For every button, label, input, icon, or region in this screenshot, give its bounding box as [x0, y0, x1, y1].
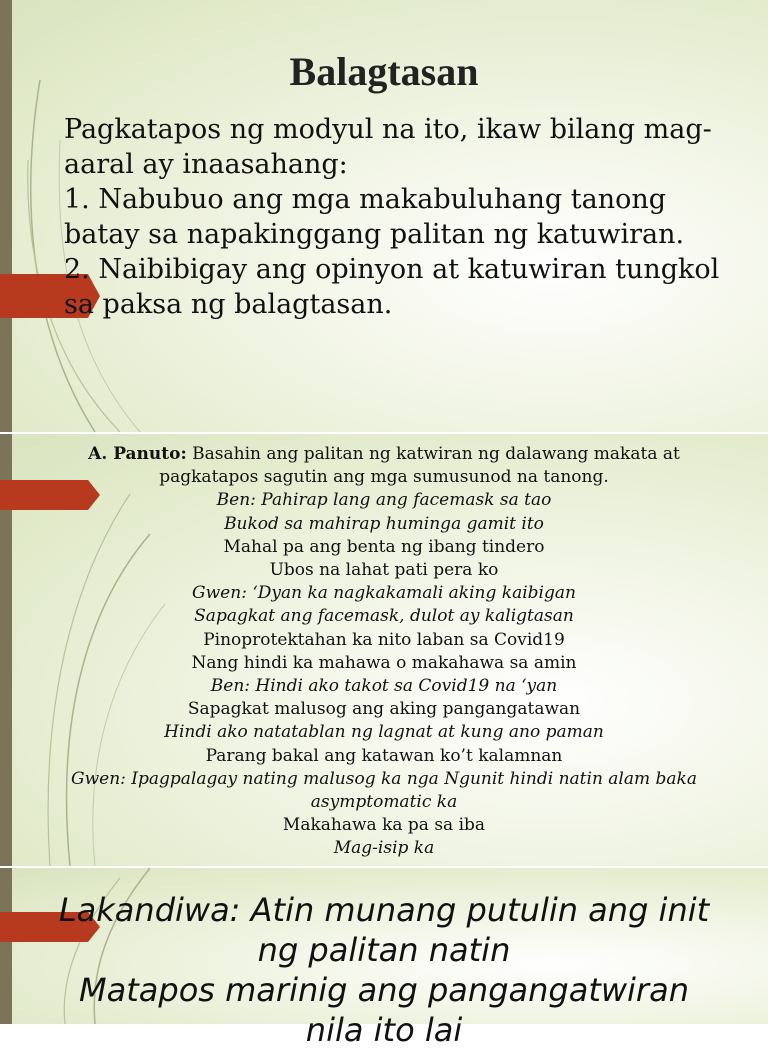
lakandiwa-line: Matapos marinig ang pangangatwiran: [79, 971, 689, 1009]
instruction-text: Basahin ang palitan ng katwiran ng dalawang makata at: [192, 444, 680, 464]
lakandiwa-line: nila ito lai: [305, 1011, 463, 1049]
poem-line: Gwen: ‘Dyan ka nagkakamali aking kaibigan: [192, 583, 576, 604]
poem-block: [0, 443, 768, 861]
lakandiwa-line: ng palitan natin: [257, 931, 511, 969]
poem-line: Gwen: Ipagpalagay nating malusog ka nga Ngunit hindi natin alam baka: [71, 768, 697, 789]
poem-line: Sapagkat malusog ang aking pangangatawan: [187, 699, 581, 720]
objective-line: aaral ay inaasahang:: [64, 149, 348, 180]
poem-line: asymptomatic ka: [310, 792, 458, 813]
lakandiwa-line: Lakandiwa: Atin munang putulin ang init: [58, 891, 710, 929]
poem-line: Hindi ako natatablan ng lagnat at kung ano paman: [164, 722, 604, 743]
poem-line: Pinoprotektahan ka nito laban sa Covid19: [203, 629, 565, 650]
objectives-text: [64, 112, 748, 322]
poem-line: Sapagkat ang facemask, dulot ay kaligtasan: [194, 606, 574, 627]
slide-poem: [0, 434, 768, 866]
slide-lakandiwa: [0, 868, 768, 1049]
poem-line: Ben: Hindi ako takot sa Covid19 na ‘yan: [210, 676, 558, 697]
slide-title: Balagtasan: [289, 49, 479, 94]
objective-line: sa paksa ng balagtasan.: [64, 289, 393, 320]
poem-line: Parang bakal ang katawan ko’t kalamnan: [205, 745, 563, 766]
lakandiwa-text: [0, 890, 768, 1050]
poem-line: Mahal pa ang benta ng ibang tindero: [223, 536, 545, 557]
poem-line: Ubos na lahat pati pera ko: [269, 560, 499, 581]
poem-lines: [0, 489, 768, 860]
poem-line: Ben: Pahirap lang ang facemask sa tao: [216, 490, 552, 511]
instruction-line-2: pagkatapos sagutin ang mga sumusunod na tanong.: [159, 467, 609, 488]
objective-line: batay sa napakinggang palitan ng katuwiran.: [64, 219, 685, 250]
poem-line: Mag-isip ka: [333, 838, 435, 859]
objective-line: Pagkatapos ng modyul na ito, ikaw bilang mag-: [64, 114, 712, 145]
objective-line: 1. Nabubuo ang mga makabuluhang tanong: [64, 184, 667, 215]
objective-line: 2. Naibibigay ang opinyon at katuwiran tungkol: [64, 254, 720, 285]
poem-line: Bukod sa mahirap huminga gamit ito: [224, 513, 544, 534]
poem-line: Nang hindi ka mahawa o makahawa sa amin: [191, 652, 577, 673]
instruction-label: A. Panuto:: [88, 444, 187, 464]
poem-line: Makahawa ka pa sa iba: [282, 815, 486, 836]
instruction-line: [0, 443, 768, 466]
slide-objectives: [0, 0, 768, 432]
